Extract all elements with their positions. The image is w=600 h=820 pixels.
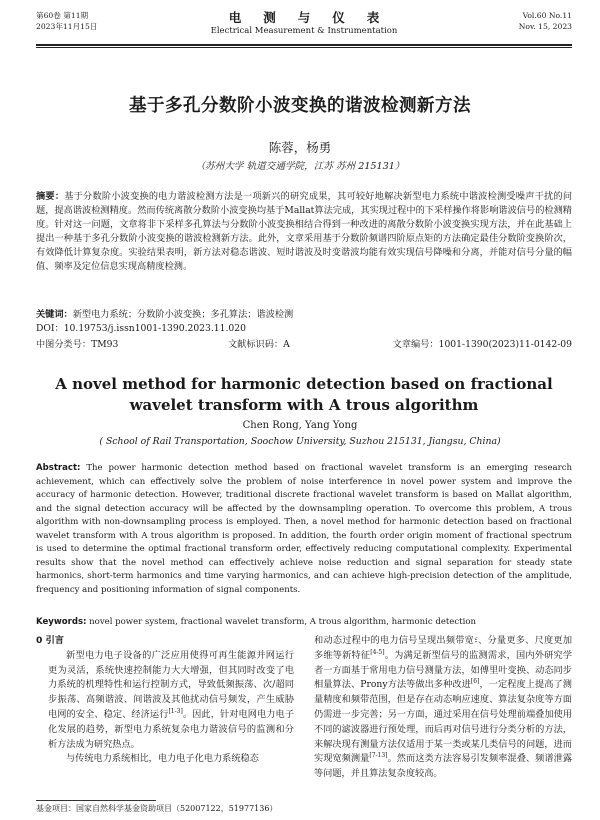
citation: [4-5]: [370, 648, 385, 656]
paragraph-text: ，一定程度上提高了测量精度和频带范围，但是存在动态响应速度、算法复杂度等方面仍需进一步完善；另一方面，通过采用在信号处理前端叠加使用不同的滤波器进行预处理，而后再对信号进行分类分析的方法，来解决现有测量方法仅适用于某一类或某几类信号的问题，进而实现宽频测量: [314, 679, 572, 765]
affiliation-en: ( School of Rail Transportation, Soochow University, Suzhou 215131, Jiangsu, China): [99, 436, 501, 447]
doi: DOI：10.19753/j.issn1001-1390.2023.11.020: [36, 323, 246, 334]
abstract-label-en: Abstract:: [36, 463, 81, 473]
affiliation-cn: （苏州大学 轨道交通学院，江苏 苏州 215131）: [195, 161, 405, 172]
document-code: 文献标识码：A: [228, 339, 290, 350]
keywords-en: [36, 616, 572, 628]
section-heading: 0 引言: [36, 635, 64, 646]
authors-en: Chen Rong, Yang Yong: [242, 420, 358, 431]
issue-date: 2023年11月15日: [36, 22, 98, 31]
citation: [1-3]: [168, 707, 183, 715]
header-rule-thin: [36, 47, 572, 48]
body-column-left: [36, 634, 295, 767]
paragraph-text: 。然而这类方法容易引发频率混叠、频谱泄露等问题，并且算法复杂度较高。: [314, 753, 573, 780]
keywords-label-en: Keywords:: [36, 617, 87, 627]
abstract-label-cn: 摘要：: [36, 191, 65, 202]
keywords-label-cn: 关键词：: [36, 309, 73, 320]
journal-name-en: Electrical Measurement & Instrumentation: [210, 26, 398, 36]
keywords-cn: [36, 308, 572, 322]
abstract-text-cn: 基于分数阶小波变换的电力谐波检测方法是一项新兴的研究成果，其可较好地解决新型电力系统中谐波检测受噪声干扰的问题，提高谐波检测精度。然而传统离散分数阶小波变换均基于Mallat算法完成，其实现过程中的下采样操作将影响谐波信号的检测精度。针对这一问题，文章将非下采样多孔算法与分数阶小波变换相结合得到一种改进的离散分数阶小波变换实现方法，并在此基础上提出一种基于多孔分数阶小波变换的谐波检测新方法。此外，文章采用基于分数阶频谱四阶原点矩的方法确定最佳分数阶变换阶次，有效降低计算复杂度。实验结果表明，新方法对稳态谐波、短时谐波及时变谐波均能有效实现信号降噪和分离，并能对信号分量的幅值、频率及定位信息实现高精度检测。: [36, 191, 573, 272]
header-right: [519, 10, 572, 32]
paragraph-text: 新型电力电子设备的广泛应用使得可再生能源并网运行更为灵活，系统快速控制能力大大增强，但其同时改变了电力系统的机理特性和运行控制方式，导致低频振荡、次/超同步振荡、高频谐波、间谐波及其他扰动信号频发，产生威胁电网的安全、稳定、经济运行: [48, 649, 294, 720]
volume-issue-en: Vol.60 No.11: [522, 11, 572, 20]
paper-title-en: A novel method for harmonic detection based on fractional wavelet transform with A trous algorithm: [55, 375, 553, 414]
paragraph-text: 。为满足新型信号的监测需求，国内外研究学者一方面基于常用电力信号测量方法，如傅里叶变换、动态同步相量算法、Prony方法等做出多种改进: [314, 649, 573, 691]
authors-cn: 陈蓉，杨勇: [268, 140, 332, 155]
body-column-right: [314, 634, 572, 782]
header-rule: [36, 44, 572, 46]
footnote-funding: 基金项目：国家自然科学基金资助项目（52007122，51977136）: [36, 804, 278, 813]
paragraph-text: 。因此，针对电网电力电子化发展的趋势，新型电力系统复杂电力谐波信号的监测和分析方法成为研究热点。: [48, 708, 295, 750]
citation: [6]: [470, 678, 480, 686]
abstract-en: [36, 462, 572, 597]
class-number: 中图分类号：TM93: [36, 339, 119, 350]
paragraph-text: 和动态过程中的电力信号呈现出频带宽፣、分量更多、尺度更加多维等新特征: [314, 635, 572, 661]
journal-name-cn: 电测与仪表: [228, 10, 402, 25]
abstract-cn: [36, 190, 572, 273]
footnote-rule: [36, 800, 156, 801]
paragraph: [48, 649, 294, 753]
keywords-text-cn: 新型电力系统；分数阶小波变换；多孔算法；谐波检测: [72, 309, 294, 320]
header-center: [36, 10, 572, 37]
paper-title-cn: 基于多孔分数阶小波变换的谐波检测新方法: [129, 96, 471, 116]
article-number: 文章编号：1001-1390(2023)11-0142-09: [392, 339, 572, 350]
paragraph: 与传统电力系统相比，电力电子化电力系统稳态: [66, 753, 259, 765]
abstract-text-en: The power harmonic detection method based on fractional wavelet transform is an emerging research achievement, which can effectively solve the problem of noise interference in novel power system and improve the accuracy of harmonic detection. However, traditional discrete fractional wavelet transform is based on Mallat algorithm, and the signal detection accuracy will be affected by the downsampling operation. To overcome this problem, A trous algorithm with non-downsampling process is employed. Then, a novel method for harmonic detection based on fractional wavelet transform with A trous algorithm is proposed. In addition, the fourth order origin moment of fractional spectrum is used to determine the optimal fractional transform order, effectively reducing computational complexity. Experimental results show that the novel method can effectively achieve noise reduction and signal separation for steady state harmonics, short-term harmonics and time varying harmonics, and can achieve high-precision detection of the amplitude, frequency and positioning information of signal components.: [36, 463, 573, 595]
classification-row: [36, 336, 572, 350]
keywords-text-en: novel power system, fractional wavelet transform, A trous algorithm, harmonic detection: [89, 617, 476, 627]
journal-header: [36, 10, 572, 42]
paragraph: [314, 634, 572, 782]
citation: [7-13]: [369, 752, 388, 760]
issue-date-en: Nov. 15, 2023: [518, 22, 572, 31]
volume-issue: 第60卷 第11期: [36, 11, 89, 20]
